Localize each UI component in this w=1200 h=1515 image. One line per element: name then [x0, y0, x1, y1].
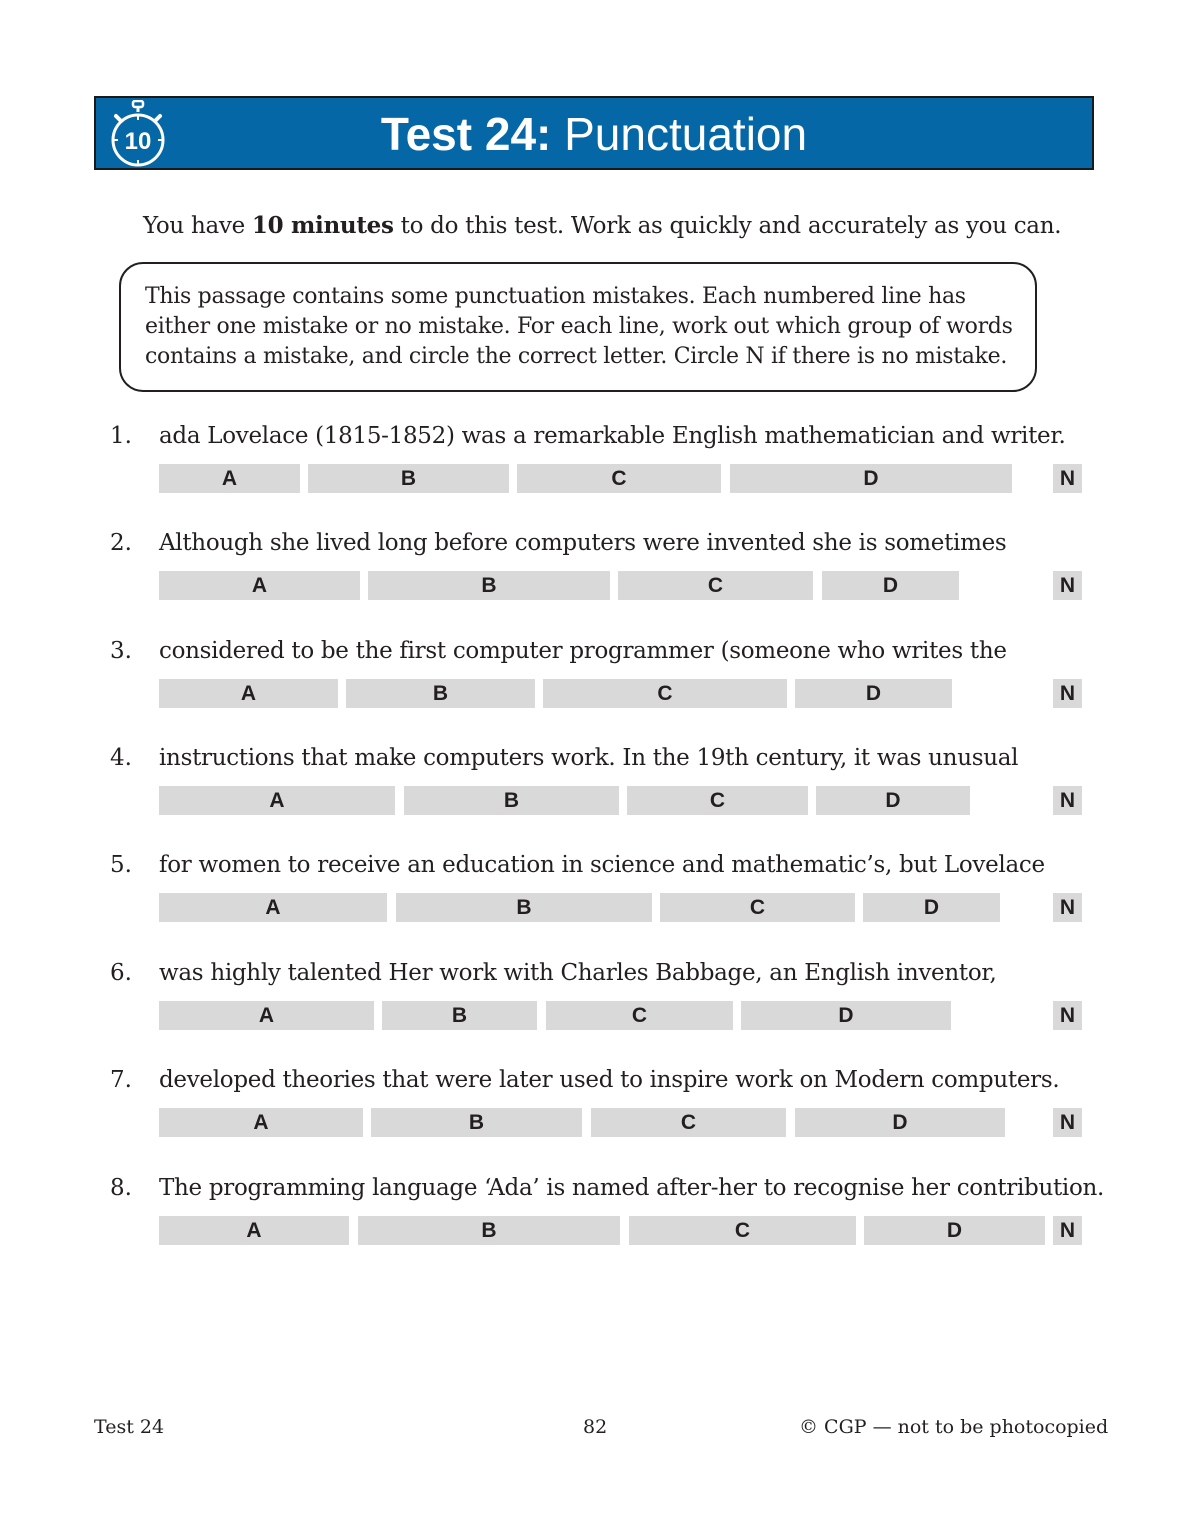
answer-option-b[interactable]: B — [346, 679, 535, 708]
question-number: 5. — [110, 852, 132, 878]
page-title — [96, 98, 1092, 168]
answer-option-c[interactable]: C — [629, 1216, 856, 1245]
question-text: for women to receive an education in science and mathematic’s, but Lovelace — [159, 852, 1045, 878]
question-text: ada Lovelace (1815-1852) was a remarkable English mathematician and writer. — [159, 423, 1066, 449]
question-text: considered to be the first computer programmer (someone who writes the — [159, 638, 1007, 664]
intro-before: You have — [143, 213, 252, 239]
title-bold: Test 24: — [380, 108, 552, 160]
footer-page-number: 82 — [583, 1416, 608, 1438]
answer-option-n[interactable]: N — [1053, 1216, 1082, 1245]
instruction-line: contains a mistake, and circle the correct letter. Circle N if there is no mistake. — [145, 344, 1008, 369]
answer-option-b[interactable]: B — [368, 571, 610, 600]
answer-option-c[interactable]: C — [546, 1001, 733, 1030]
answer-option-b[interactable]: B — [382, 1001, 537, 1030]
footer-test-label: Test 24 — [94, 1416, 165, 1438]
header-bar — [94, 96, 1094, 170]
question-number: 4. — [110, 745, 132, 771]
question-text: instructions that make computers work. In the 19th century, it was unusual — [159, 745, 1019, 771]
answer-option-n[interactable]: N — [1053, 1108, 1082, 1137]
answer-option-n[interactable]: N — [1053, 679, 1082, 708]
footer-copyright: © CGP — not to be photocopied — [799, 1416, 1109, 1438]
answer-option-b[interactable]: B — [404, 786, 619, 815]
question-text: developed theories that were later used to inspire work on Modern computers. — [159, 1067, 1060, 1093]
answer-option-a[interactable]: A — [159, 1216, 349, 1245]
answer-option-d[interactable]: D — [864, 1216, 1045, 1245]
answer-option-a[interactable]: A — [159, 464, 300, 493]
question-text: was highly talented Her work with Charles Babbage, an English inventor, — [159, 960, 997, 986]
answer-option-n[interactable]: N — [1053, 464, 1082, 493]
answer-option-c[interactable]: C — [543, 679, 787, 708]
answer-option-d[interactable]: D — [741, 1001, 951, 1030]
intro-after: to do this test. Work as quickly and accurately as you can. — [393, 213, 1062, 239]
answer-option-a[interactable]: A — [159, 1001, 374, 1030]
answer-option-a[interactable]: A — [159, 679, 338, 708]
answer-option-a[interactable]: A — [159, 1108, 363, 1137]
answer-option-b[interactable]: B — [308, 464, 509, 493]
answer-option-d[interactable]: D — [730, 464, 1012, 493]
question-number: 3. — [110, 638, 132, 664]
answer-option-a[interactable]: A — [159, 571, 360, 600]
question-number: 2. — [110, 530, 132, 556]
answer-option-n[interactable]: N — [1053, 786, 1082, 815]
answer-option-d[interactable]: D — [863, 893, 1000, 922]
answer-option-d[interactable]: D — [816, 786, 970, 815]
answer-option-c[interactable]: C — [618, 571, 813, 600]
answer-option-a[interactable]: A — [159, 786, 395, 815]
intro-bold: 10 minutes — [251, 212, 394, 239]
answer-option-c[interactable]: C — [591, 1108, 786, 1137]
instruction-line: either one mistake or no mistake. For each line, work out which group of words — [145, 314, 1013, 339]
answer-option-c[interactable]: C — [660, 893, 855, 922]
answer-option-a[interactable]: A — [159, 893, 387, 922]
question-number: 6. — [110, 960, 132, 986]
answer-option-d[interactable]: D — [822, 571, 959, 600]
intro-text — [143, 212, 1061, 239]
answer-option-d[interactable]: D — [795, 679, 952, 708]
question-number: 1. — [110, 423, 132, 449]
answer-option-b[interactable]: B — [371, 1108, 582, 1137]
question-number: 7. — [110, 1067, 132, 1093]
answer-option-c[interactable]: C — [517, 464, 721, 493]
question-text: The programming language ‘Ada’ is named after-her to recognise her contribution. — [159, 1175, 1105, 1201]
answer-option-n[interactable]: N — [1053, 893, 1082, 922]
question-text: Although she lived long before computers were invented she is sometimes — [159, 530, 1007, 556]
instruction-line: This passage contains some punctuation mistakes. Each numbered line has — [145, 284, 966, 309]
answer-option-d[interactable]: D — [795, 1108, 1005, 1137]
question-number: 8. — [110, 1175, 132, 1201]
answer-option-n[interactable]: N — [1053, 1001, 1082, 1030]
title-rest: Punctuation — [551, 108, 808, 160]
timer-minutes: 10 — [124, 128, 152, 155]
answer-option-b[interactable]: B — [396, 893, 652, 922]
answer-option-n[interactable]: N — [1053, 571, 1082, 600]
answer-option-b[interactable]: B — [358, 1216, 620, 1245]
answer-option-c[interactable]: C — [627, 786, 808, 815]
